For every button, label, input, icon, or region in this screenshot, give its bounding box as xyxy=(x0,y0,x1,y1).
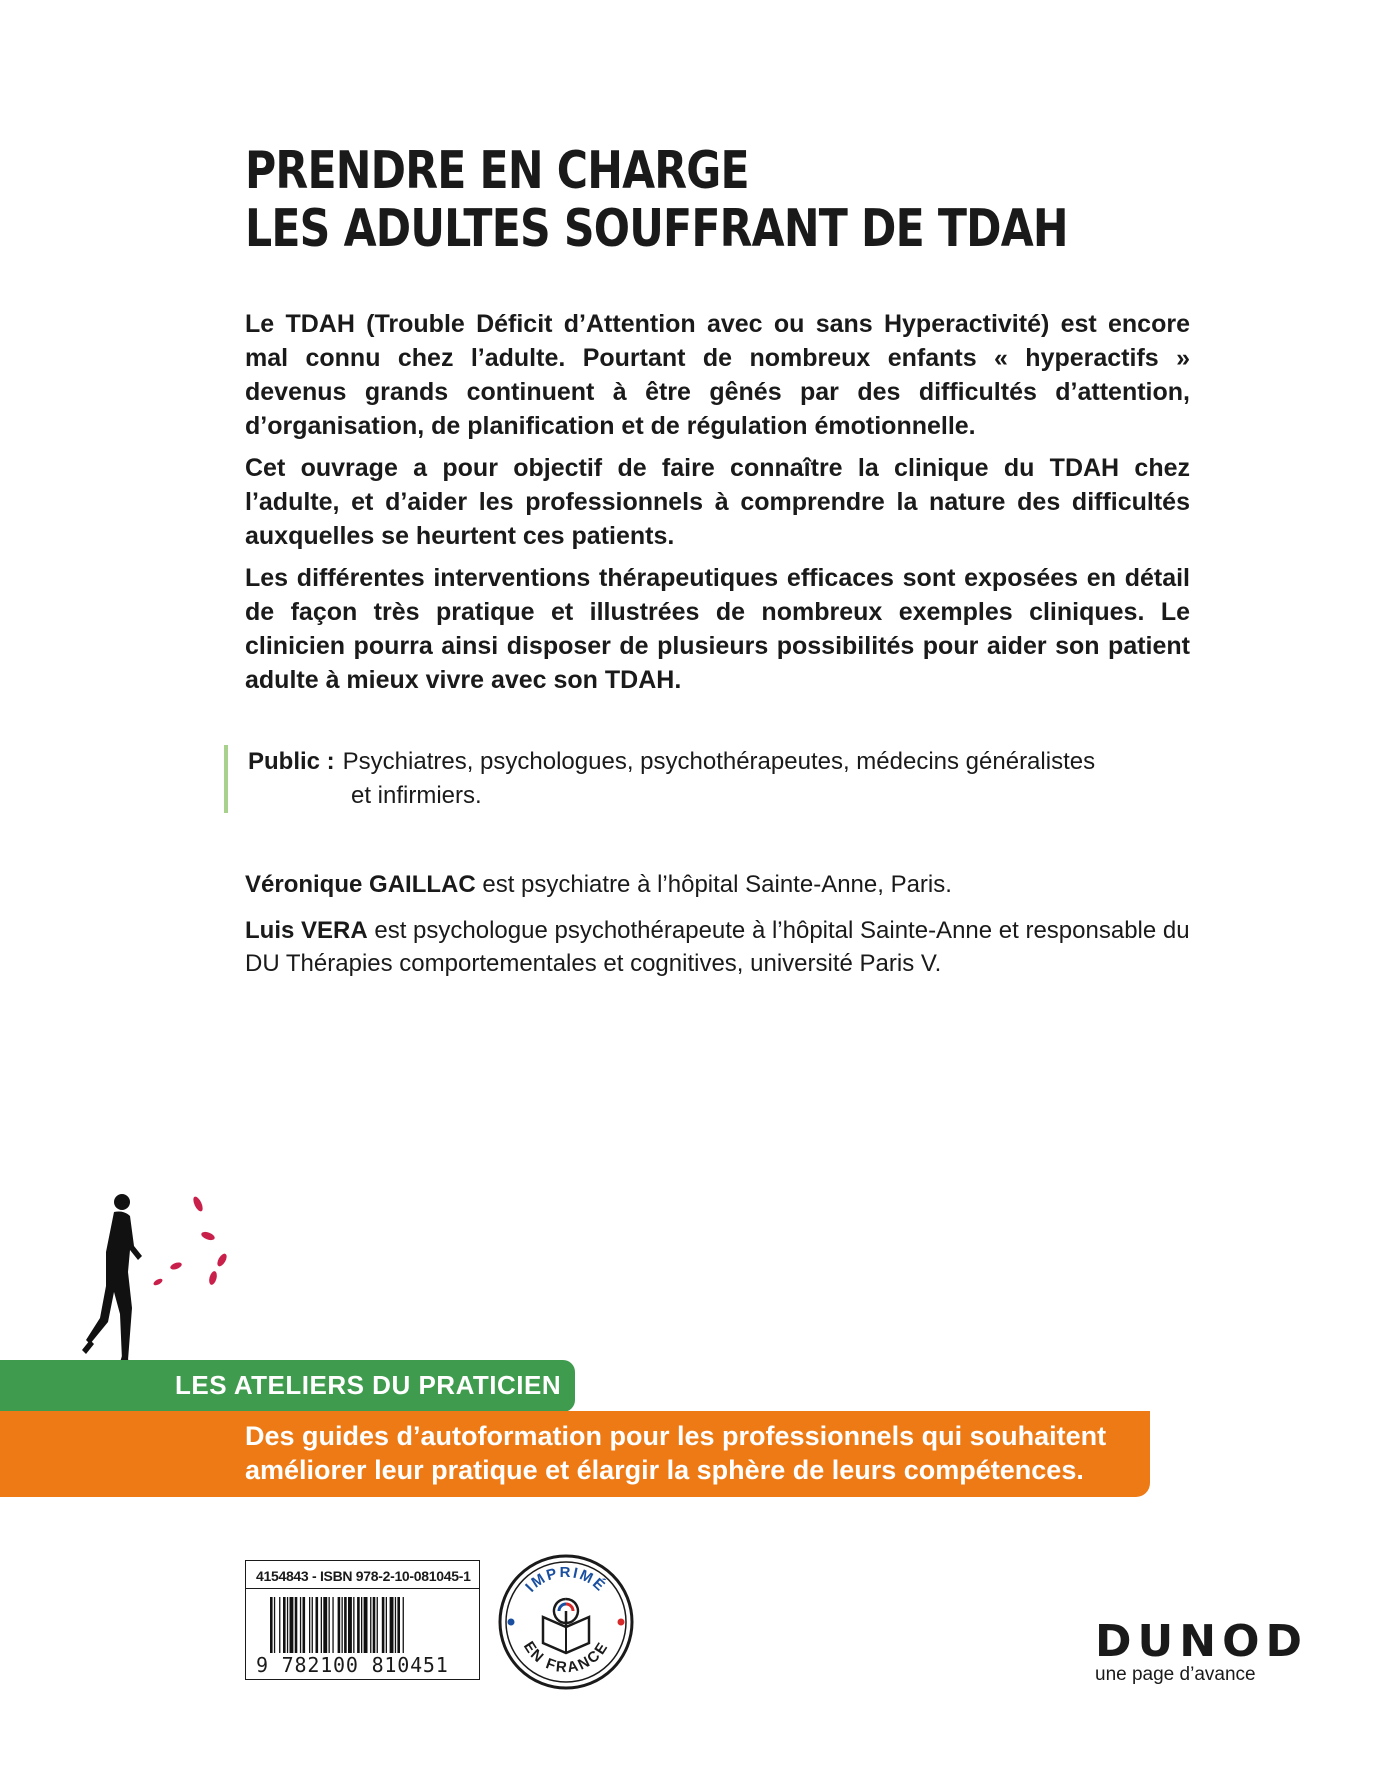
series-tagline-banner xyxy=(0,1411,1150,1497)
publisher-motto: une page d’avance xyxy=(1095,1664,1256,1685)
blurb-paragraph-3: Les différentes interventions thérapeutiques efficaces sont exposées en détail de façon très pratique et illustrées de nombreux exemples cliniques. Le clinicien pourra ainsi disposer de plusieurs possibilités pour aider son patient adulte à mieux vivre avec son TDAH. xyxy=(245,564,1190,694)
series-name: LES ATELIERS DU PRATICIEN xyxy=(175,1370,562,1400)
publisher-name: DUNOD xyxy=(1095,1616,1309,1667)
publisher-logo xyxy=(1095,1616,1309,1686)
svg-text:IMPRIMÉ: IMPRIMÉ xyxy=(522,1564,610,1596)
author-entry xyxy=(245,868,1195,901)
falling-petals-icon xyxy=(152,1195,228,1286)
author-name: Luis VERA xyxy=(245,917,368,944)
blurb-paragraph-2: Cet ouvrage a pour objectif de faire connaître la clinique du TDAH chez l’adulte, et d’aider les professionnels à comprendre la nature des difficultés auxquelles se heurtent ces patients. xyxy=(245,454,1190,550)
audience-text: Psychiatres, psychologues, psychothérapeutes, médecins généralistes xyxy=(342,748,1096,775)
svg-text:EN FRANCE: EN FRANCE xyxy=(519,1638,613,1677)
isbn-number: 4154843 - ISBN 978-2-10-081045-1 xyxy=(246,1561,479,1589)
audience-label: Public : xyxy=(248,748,335,775)
barcode-digits: 9 782100 810451 xyxy=(256,1653,449,1677)
imprime-en-france-stamp-icon xyxy=(497,1553,635,1691)
authors-block xyxy=(245,868,1195,993)
author-entry xyxy=(245,914,1195,980)
author-bio: est psychologue psychothérapeute à l’hôpital Sainte-Anne et responsable du DU Thérapies comportementales et cognitives, université Paris V. xyxy=(245,917,1190,977)
audience-text-cont: et infirmiers. xyxy=(351,782,482,809)
audience-block xyxy=(224,745,1168,813)
title-line-2: LES ADULTES SOUFFRANT DE TDAH xyxy=(245,199,1068,259)
barcode-bars xyxy=(256,1597,468,1655)
blurb-paragraph-1: Le TDAH (Trouble Déficit d’Attention avec ou sans Hyperactivité) est encore mal connu chez l’adulte. Pourtant de nombreux enfants « hyperactifs » devenus grands continuent à être gênés par des difficultés d’attention, d’organisation, de planification et de régulation émotionnelle. xyxy=(245,310,1190,440)
walking-man-silhouette-icon xyxy=(82,1194,142,1362)
walking-man-illustration xyxy=(80,1190,250,1365)
blurb xyxy=(245,307,1190,705)
author-name: Véronique GAILLAC xyxy=(245,871,476,898)
isbn-barcode xyxy=(245,1560,480,1680)
author-bio: est psychiatre à l’hôpital Sainte-Anne, Paris. xyxy=(475,871,952,898)
series-tagline: Des guides d’autoformation pour les professionnels qui souhaitent améliorer leur pratique et élargir la sphère de leurs compétences. xyxy=(245,1421,1107,1485)
book-title xyxy=(245,141,1068,259)
series-banner xyxy=(0,1360,575,1412)
title-line-1: PRENDRE EN CHARGE xyxy=(245,141,749,201)
